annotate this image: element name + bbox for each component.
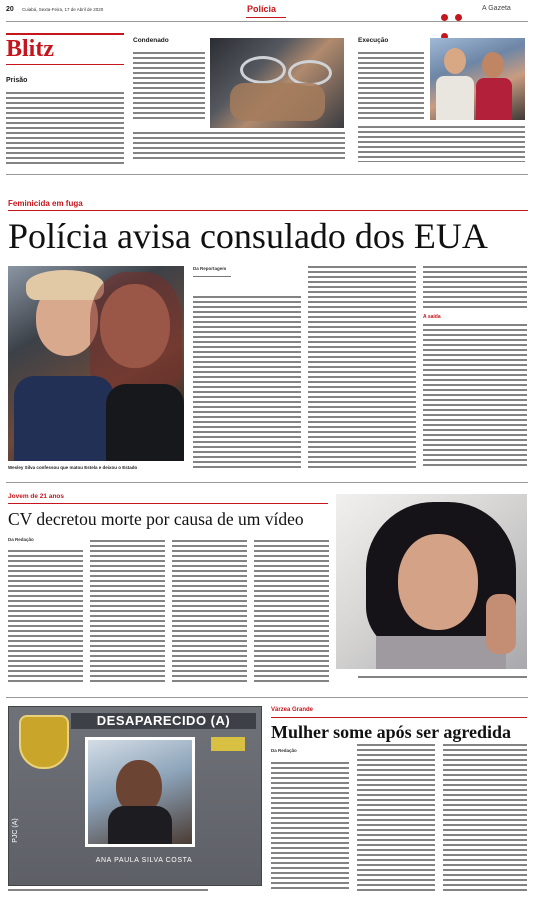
blitz-title: Blitz <box>6 36 54 62</box>
cv-photo-caption <box>358 676 527 680</box>
header-rule <box>6 21 528 22</box>
cv-section-rule <box>6 697 528 698</box>
blitz-section-rule <box>6 174 528 175</box>
cv-column-1 <box>8 550 83 682</box>
feminicide-column-3b <box>423 324 527 468</box>
section-underline <box>246 17 286 18</box>
missing-kicker-rule <box>271 717 527 718</box>
dateline: Cuiabá, Sexta-Feira, 17 de Abril de 2020 <box>22 7 104 12</box>
missing-yellow-stamp <box>211 737 245 751</box>
missing-poster-caption <box>8 889 208 893</box>
blitz-bottom-rule <box>6 64 124 65</box>
blitz-item2-title: Condenado <box>133 37 169 44</box>
page-number: 20 <box>6 6 14 13</box>
missing-side-text: PJC (A) <box>11 818 19 843</box>
couple-photo-small <box>430 38 525 120</box>
feminicide-byline-rule <box>193 276 231 277</box>
blitz-item2-text <box>133 52 205 122</box>
missing-column-1 <box>271 762 349 892</box>
feminicide-kicker-rule <box>8 210 528 211</box>
feminicide-section-rule <box>6 482 528 483</box>
couple-photo-large <box>8 266 184 461</box>
missing-column-3 <box>443 744 527 892</box>
twitter-icon <box>455 14 462 21</box>
feminicide-column-2 <box>308 266 416 468</box>
blitz-item1-text <box>6 92 124 164</box>
feminicide-column-3a <box>423 266 527 308</box>
cv-column-2 <box>90 540 165 682</box>
blitz-item3-text <box>358 52 424 122</box>
missing-person-name: ANA PAULA SILVA COSTA <box>95 857 193 864</box>
handcuffs-photo <box>210 38 344 128</box>
social-icons <box>441 6 473 14</box>
missing-column-2 <box>357 744 435 892</box>
feminicide-photo-caption: Wesley Silva confessou que matou Estela e deixou o Estado <box>8 465 138 470</box>
facebook-icon <box>441 14 448 21</box>
missing-headline: Mulher some após ser agredida <box>271 722 512 742</box>
blitz-item2-caption <box>133 132 345 162</box>
missing-byline: Da Redação <box>271 748 297 753</box>
missing-person-photo <box>85 737 195 847</box>
feminicide-column-1 <box>193 296 301 468</box>
feminicide-kicker: Feminicida em fuga <box>8 199 83 208</box>
cv-headline: CV decretou morte por causa de um vídeo <box>8 509 304 529</box>
cv-column-4 <box>254 540 329 682</box>
blitz-item3-title: Execução <box>358 37 389 44</box>
brand-logo: A Gazeta <box>482 5 511 12</box>
feminicide-subhead: A saída <box>423 314 441 320</box>
blitz-item3-caption <box>358 126 525 162</box>
missing-kicker: Várzea Grande <box>271 707 314 713</box>
cv-byline: Da Redação <box>8 537 34 542</box>
feminicide-headline: Polícia avisa consulado dos EUA <box>8 216 488 256</box>
young-woman-photo <box>336 494 527 669</box>
police-badge-icon <box>19 715 69 769</box>
cv-kicker-rule <box>8 503 328 504</box>
cv-kicker: Jovem de 21 anos <box>8 493 64 500</box>
blitz-item1-title: Prisão <box>6 77 28 84</box>
cv-column-3 <box>172 540 247 682</box>
missing-poster <box>8 706 262 886</box>
feminicide-byline: Da Reportagem <box>193 266 227 271</box>
blitz-top-rule <box>6 33 124 35</box>
section-title: Polícia <box>247 4 277 14</box>
missing-banner: DESAPARECIDO (A) <box>71 713 256 729</box>
